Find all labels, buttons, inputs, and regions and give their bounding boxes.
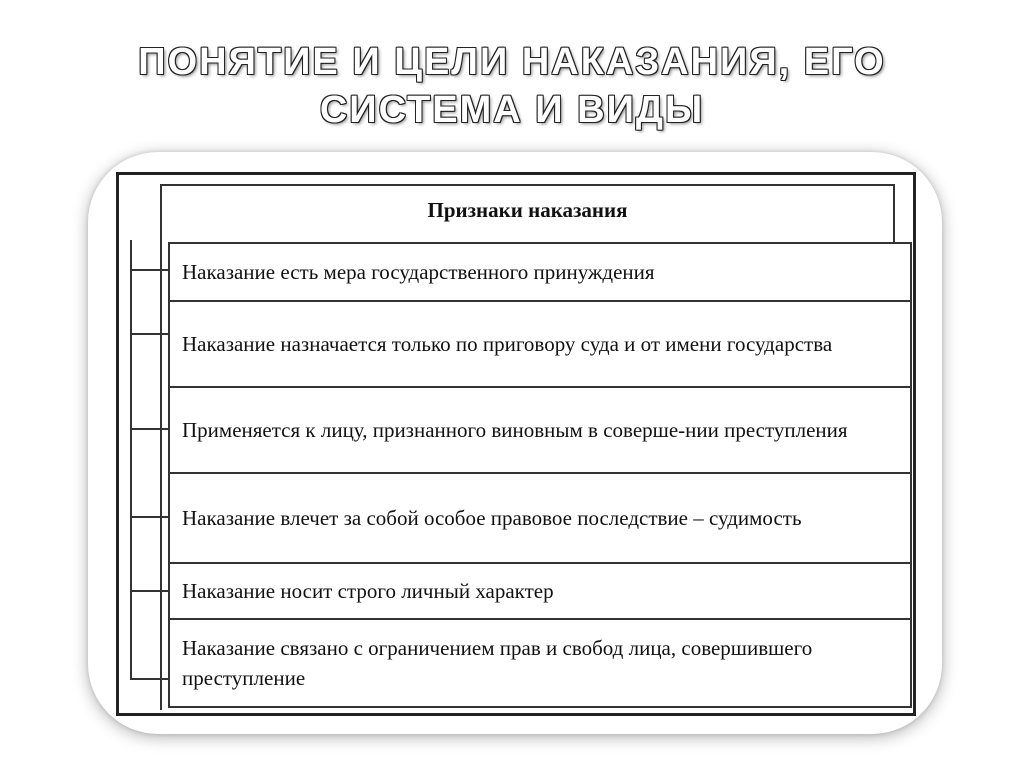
feature-row-1 (168, 242, 912, 300)
feature-text-1: Наказание есть мера государственного принуждения (182, 260, 655, 284)
slide-title-line-1: ПОНЯТИЕ И ЦЕЛИ НАКАЗАНИЯ, ЕГО (138, 41, 886, 83)
connector-3 (130, 428, 168, 430)
feature-row-2 (168, 300, 912, 386)
connector-4 (130, 516, 168, 518)
feature-row-3 (168, 386, 912, 472)
connector-6 (130, 678, 168, 680)
feature-row-4 (168, 472, 912, 562)
connector-spine (130, 240, 132, 680)
slide-title-line-2: СИСТЕМА И ВИДЫ (319, 89, 705, 131)
feature-row-5 (168, 562, 912, 618)
slide-title (62, 38, 962, 134)
diagram-header: Признаки наказания (427, 198, 628, 222)
connector-5 (130, 590, 168, 592)
feature-text-6: Наказание связано с ограничением прав и свобод лица, совершившего преступление (182, 636, 813, 690)
feature-text-3: Применяется к лицу, признанного виновным в соверше-нии преступления (182, 418, 848, 442)
connector-1 (130, 269, 168, 271)
connector-spine-inner (160, 240, 162, 710)
feature-text-4: Наказание влечет за собой особое правовое последствие – судимость (182, 506, 802, 530)
connector-2 (130, 333, 168, 335)
feature-text-5: Наказание носит строго личный характер (182, 579, 554, 603)
feature-row-6 (168, 618, 912, 708)
feature-text-2: Наказание назначается только по приговору суда и от имени государства (182, 332, 833, 356)
